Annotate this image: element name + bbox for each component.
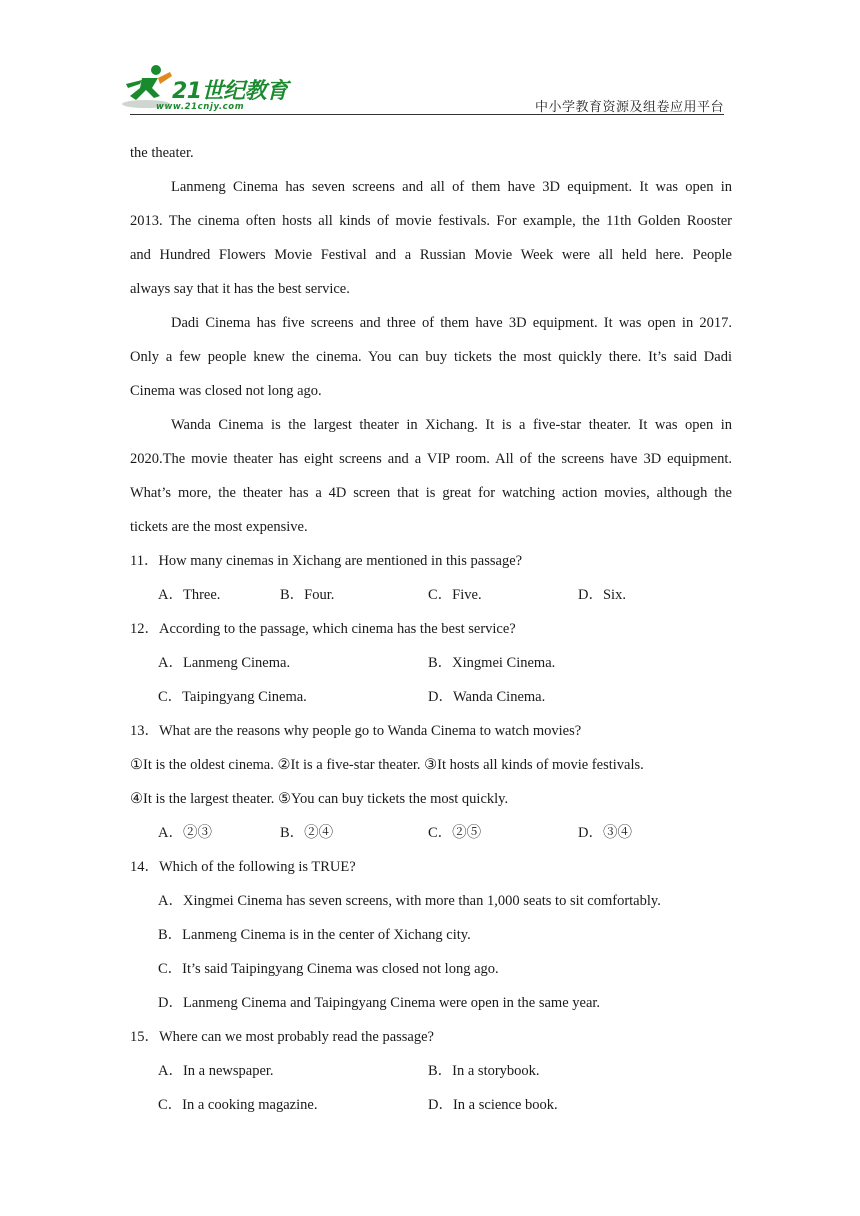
option-c: C．In a cooking magazine. bbox=[158, 1097, 318, 1113]
header-divider bbox=[130, 114, 724, 115]
option-a: A．Lanmeng Cinema. bbox=[158, 655, 291, 671]
question-13-statements-2: ④It is the largest theater. ⑤You can buy tickets the most quickly. bbox=[130, 791, 509, 807]
logo-url: www.21cnjy.com bbox=[156, 102, 245, 112]
option-d: D．③④ bbox=[578, 825, 632, 841]
question-13-stem: 13．What are the reasons why people go to Wanda Cinema to watch movies? bbox=[130, 723, 582, 739]
question-14-option-c bbox=[130, 952, 732, 986]
question-14-option-a bbox=[130, 884, 732, 918]
passage-line: always say that it has the best service. bbox=[130, 281, 350, 297]
passage-line: Dadi Cinema has five screens and three of them have 3D equipment. It was open in 2017. bbox=[171, 315, 732, 331]
option-d: D．Wanda Cinema. bbox=[428, 689, 546, 705]
passage-line: What’s more, the theater has a 4D screen that is great for watching action movies, although the bbox=[130, 485, 732, 501]
option-a: A．Three. bbox=[158, 587, 221, 603]
option-b: B．Xingmei Cinema. bbox=[428, 655, 556, 671]
passage-line: 2020.The movie theater has eight screens and a VIP room. All of the screens have 3D equipment. bbox=[130, 451, 732, 467]
document-body bbox=[130, 136, 732, 1122]
option-d: D．Six. bbox=[578, 587, 626, 603]
question-11-options bbox=[130, 578, 732, 612]
page-header bbox=[0, 0, 860, 120]
passage-line: tickets are the most expensive. bbox=[130, 519, 308, 535]
passage-line: Wanda Cinema is the largest theater in Xichang. It is a five-star theater. It was open in bbox=[171, 417, 732, 433]
logo-text: 21世纪教育 bbox=[172, 79, 288, 104]
option-d: D．Lanmeng Cinema and Taipingyang Cinema were open in the same year. bbox=[158, 995, 601, 1011]
question-15-options-row1 bbox=[130, 1054, 732, 1088]
option-b: B．In a storybook. bbox=[428, 1063, 540, 1079]
site-logo bbox=[120, 62, 300, 120]
passage-line: the theater. bbox=[130, 145, 194, 161]
option-c: C．It’s said Taipingyang Cinema was closed not long ago. bbox=[158, 961, 499, 977]
question-15-stem: 15．Where can we most probably read the passage? bbox=[130, 1029, 434, 1045]
question-12-stem: 12．According to the passage, which cinema has the best service? bbox=[130, 621, 516, 637]
option-b: B．②④ bbox=[280, 825, 334, 841]
option-c: C．Taipingyang Cinema. bbox=[158, 689, 307, 705]
option-c: C．Five. bbox=[428, 587, 482, 603]
question-12-options-row2 bbox=[130, 680, 732, 714]
option-b: B．Lanmeng Cinema is in the center of Xichang city. bbox=[158, 927, 471, 943]
platform-title: 中小学教育资源及组卷应用平台 bbox=[534, 100, 724, 115]
option-a: A．In a newspaper. bbox=[158, 1063, 274, 1079]
passage-line: Only a few people knew the cinema. You can buy tickets the most quickly there. It’s said Dadi bbox=[130, 349, 732, 365]
question-13-options bbox=[130, 816, 732, 850]
option-b: B．Four. bbox=[280, 587, 335, 603]
option-c: C．②⑤ bbox=[428, 825, 482, 841]
question-11-stem: 11．How many cinemas in Xichang are mentioned in this passage? bbox=[130, 553, 523, 569]
passage-line: Lanmeng Cinema has seven screens and all of them have 3D equipment. It was open in bbox=[171, 179, 732, 195]
passage-line: and Hundred Flowers Movie Festival and a Russian Movie Week were all held here. People bbox=[130, 247, 732, 263]
question-14-option-b bbox=[130, 918, 732, 952]
option-a: A．Xingmei Cinema has seven screens, with more than 1,000 seats to sit comfortably. bbox=[158, 893, 661, 909]
option-a: A．②③ bbox=[158, 825, 212, 841]
question-12-options-row1 bbox=[130, 646, 732, 680]
question-13-statements-1: ①It is the oldest cinema. ②It is a five-star theater. ③It hosts all kinds of movie festivals. bbox=[130, 757, 644, 773]
question-14-stem: 14．Which of the following is TRUE? bbox=[130, 859, 356, 875]
option-d: D．In a science book. bbox=[428, 1097, 558, 1113]
passage-line: Cinema was closed not long ago. bbox=[130, 383, 322, 399]
question-15-options-row2 bbox=[130, 1088, 732, 1122]
passage-line: 2013. The cinema often hosts all kinds of movie festivals. For example, the 11th Golden Rooster bbox=[130, 213, 732, 229]
question-14-option-d bbox=[130, 986, 732, 1020]
